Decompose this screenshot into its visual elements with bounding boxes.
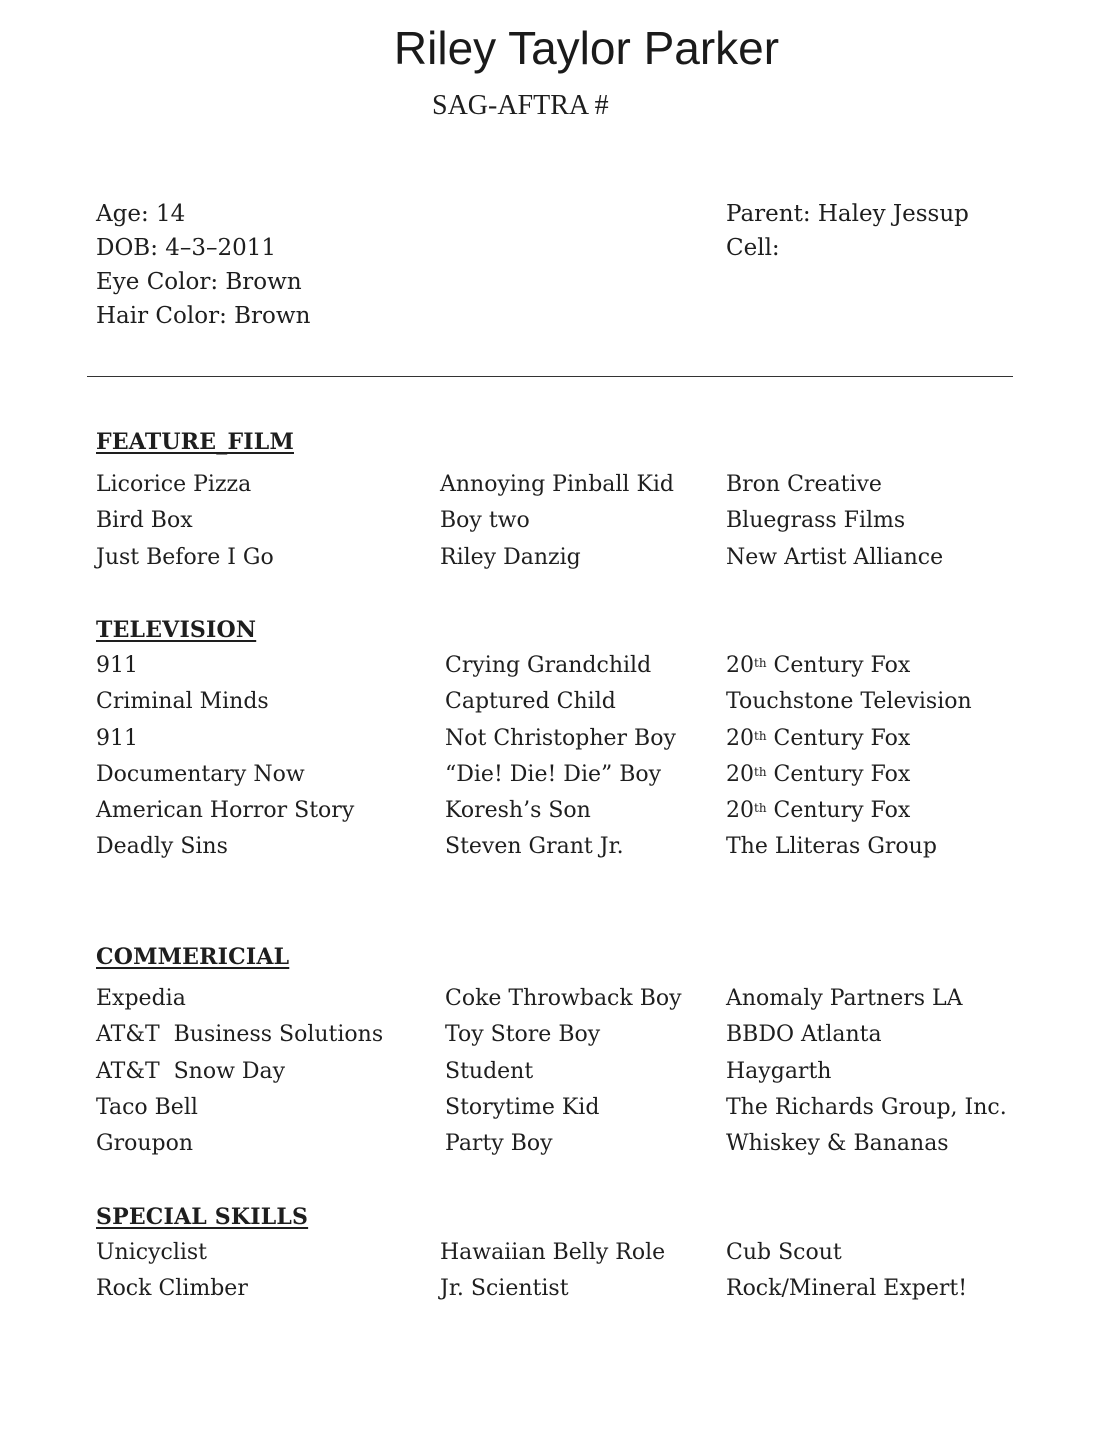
skill-item: Cub Scout [726, 1240, 842, 1265]
credit-role: Boy two [440, 508, 530, 534]
credit-row [96, 1093, 1036, 1129]
union-number: SAG-AFTRA # [432, 90, 609, 121]
credit-company: Anomaly Partners LA [726, 986, 963, 1011]
section-title-special-skills: SPECIAL SKILLS [96, 1204, 309, 1230]
credit-company: Bron Creative [726, 472, 882, 497]
credit-role: Steven Grant Jr. [445, 834, 624, 860]
section-title-commercial: COMMERICIAL [96, 944, 290, 970]
credit-company: 20th Century Fox [726, 761, 911, 787]
credit-row [96, 1057, 1036, 1093]
credit-role: Toy Store Boy [445, 1022, 601, 1048]
section-title-television: TELEVISION [96, 617, 257, 643]
credit-row [96, 796, 1036, 832]
credit-role: Storytime Kid [445, 1094, 600, 1120]
credit-row [96, 543, 1036, 579]
credit-title: American Horror Story [96, 798, 355, 824]
credit-row [96, 724, 1036, 760]
credit-title: Documentary Now [96, 761, 305, 787]
credit-title: Expedia [96, 986, 186, 1011]
hair-color: Hair Color: Brown [96, 303, 311, 329]
cell-label: Cell: [726, 235, 780, 261]
credit-role: Crying Grandchild [445, 653, 652, 678]
credit-title: 911 [96, 725, 138, 751]
section-title-feature-film: FEATURE_FILM [96, 429, 294, 455]
date-of-birth: DOB: 4–3–2011 [96, 235, 277, 261]
credit-company: 20th Century Fox [726, 798, 911, 824]
credit-company: BBDO Atlanta [726, 1022, 882, 1048]
skill-item: Rock/Mineral Expert! [726, 1276, 968, 1302]
credit-role: Not Christopher Boy [445, 725, 676, 751]
credit-title: Licorice Pizza [96, 472, 252, 497]
credit-row [96, 1129, 1036, 1165]
skill-row [96, 1238, 1036, 1274]
personal-info [96, 197, 310, 333]
credit-row [96, 506, 1036, 542]
skill-row [96, 1274, 1036, 1310]
skill-item: Unicyclist [96, 1240, 208, 1265]
skill-item: Rock Climber [96, 1276, 248, 1302]
credit-company: Bluegrass Films [726, 508, 906, 534]
credit-company: Touchstone Television [726, 689, 972, 715]
special-skills-list [96, 1238, 1036, 1311]
skill-item: Jr. Scientist [440, 1276, 569, 1302]
credit-company: The Richards Group, Inc. [726, 1094, 1007, 1120]
credit-title: AT&T Snow Day [96, 1058, 286, 1084]
commercial-credits [96, 984, 1036, 1165]
age: Age: 14 [96, 201, 186, 227]
credit-title: Just Before I Go [96, 544, 274, 570]
cell-line [726, 231, 969, 265]
credit-title: Bird Box [96, 508, 193, 534]
credit-row [96, 651, 1036, 687]
skill-item: Hawaiian Belly Role [440, 1240, 666, 1265]
credit-company: 20th Century Fox [726, 653, 911, 678]
credit-company: Whiskey & Bananas [726, 1131, 949, 1157]
credit-row [96, 760, 1036, 796]
credit-company: New Artist Alliance [726, 544, 944, 570]
credit-role: Captured Child [445, 689, 616, 715]
credit-row [96, 832, 1036, 868]
credit-role: “Die! Die! Die” Boy [445, 761, 662, 787]
credit-company: The Lliteras Group [726, 834, 937, 860]
credit-title: Groupon [96, 1131, 194, 1157]
parent: Parent: Haley Jessup [726, 201, 969, 227]
resume-name: Riley Taylor Parker [393, 22, 780, 74]
credit-role: Coke Throwback Boy [445, 986, 682, 1011]
credit-title: 911 [96, 653, 138, 678]
credit-company: 20th Century Fox [726, 725, 911, 751]
credit-title: Deadly Sins [96, 834, 228, 860]
credit-role: Riley Danzig [440, 544, 581, 570]
contact-info [726, 197, 969, 265]
credit-title: AT&T Business Solutions [96, 1022, 384, 1048]
credit-role: Annoying Pinball Kid [440, 472, 675, 497]
eye-color: Eye Color: Brown [96, 269, 302, 295]
credit-row [96, 984, 1036, 1020]
credit-row [96, 687, 1036, 723]
credit-company: Haygarth [726, 1058, 832, 1084]
credit-row [96, 1020, 1036, 1056]
credit-role: Student [445, 1058, 534, 1084]
credit-row [96, 470, 1036, 506]
divider [87, 376, 1013, 377]
credit-role: Party Boy [445, 1131, 553, 1157]
feature-film-credits [96, 470, 1036, 579]
credit-title: Taco Bell [96, 1094, 198, 1120]
credit-role: Koresh’s Son [445, 798, 591, 824]
credit-title: Criminal Minds [96, 689, 269, 715]
television-credits [96, 651, 1036, 869]
